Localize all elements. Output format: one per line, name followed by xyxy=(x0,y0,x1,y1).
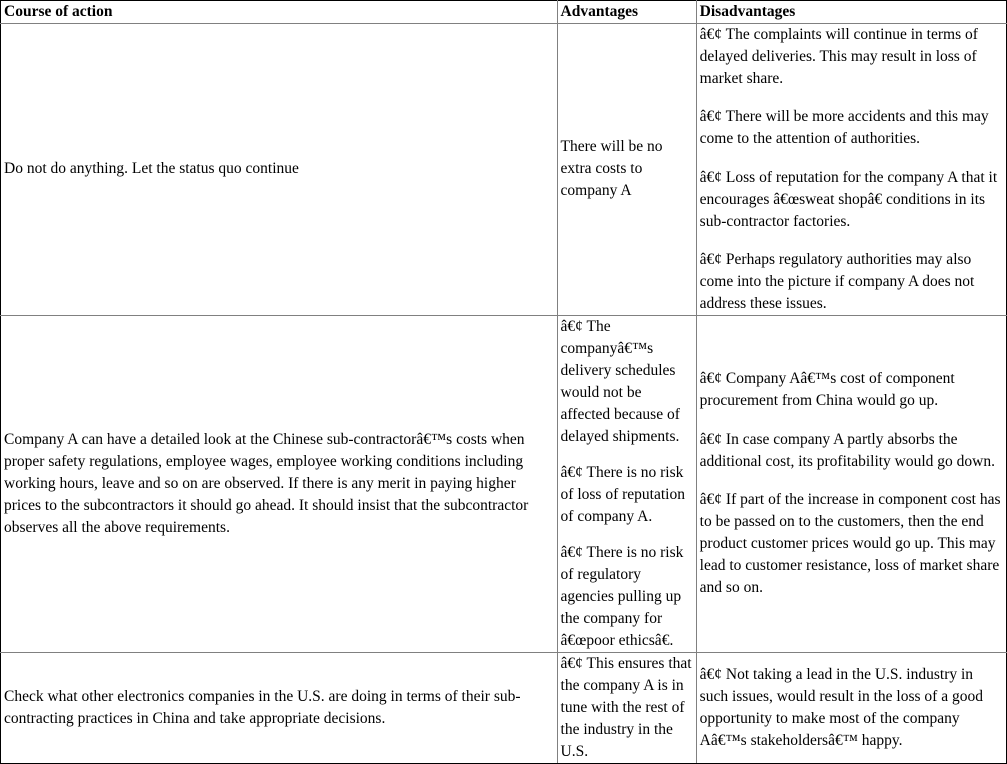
cell-disadvantages xyxy=(696,315,1006,652)
advantage-item: â€¢ The companyâ€™s delivery schedules would not be affected because of delayed shipments. xyxy=(560,317,680,445)
disadvantage-item: â€¢ Not taking a lead in the U.S. industry in such issues, would result in the loss of a good opportunity to make most of the company Aâ€™s stakeholdersâ€™ happy. xyxy=(699,665,983,749)
column-header-disadvantages: Disadvantages xyxy=(696,1,1006,24)
cell-course-of-action xyxy=(1,315,558,652)
cell-course-of-action xyxy=(1,24,558,316)
cell-disadvantages xyxy=(696,24,1006,316)
cell-course-of-action xyxy=(1,652,558,763)
advantages-list-1 xyxy=(561,136,693,202)
column-header-advantages: Advantages xyxy=(557,1,696,24)
advantage-item: â€¢ This ensures that the company A is in tune with the rest of the industry in the U.S. xyxy=(560,654,692,760)
disadvantage-item: â€¢ The complaints will continue in terms of delayed deliveries. This may result in loss of market share. xyxy=(699,26,978,87)
action-text-3 xyxy=(4,686,554,730)
cell-advantages xyxy=(557,315,696,652)
disadvantage-item: â€¢ If part of the increase in component cost has to be passed on to the customers, then the end product customer prices would go up. This may lead to customer resistance, loss of market share and so on. xyxy=(699,491,1001,596)
action-paragraph: Do not do anything. Let the status quo continue xyxy=(4,160,299,178)
disadvantages-list-2 xyxy=(700,368,1003,599)
advantage-item: â€¢ There is no risk of loss of reputation of company A. xyxy=(560,463,685,525)
disadvantages-list-3 xyxy=(700,664,1003,752)
cell-disadvantages xyxy=(696,652,1006,763)
table-header-row xyxy=(1,1,1007,24)
action-paragraph: Company A can have a detailed look at the Chinese sub-contractorâ€™s costs when proper safety regulations, employee wages, employee working conditions including working hours, leave and so on are observed. If there is any merit in paying higher prices to the subcontractors it should go ahead. It should insist that the subcontractor observes all the above requirements. xyxy=(4,430,529,536)
advantage-item: There will be no extra costs to company A xyxy=(560,138,663,200)
disadvantages-list-1 xyxy=(700,24,1003,315)
disadvantage-item: â€¢ In case company A partly absorbs the additional cost, its profitability would go down. xyxy=(699,430,996,470)
advantage-item: â€¢ There is no risk of regulatory agencies pulling up the company for â€œpoor ethicsâ€. xyxy=(560,543,684,649)
table-row xyxy=(1,652,1007,763)
action-text-1 xyxy=(4,158,554,180)
cell-advantages xyxy=(557,24,696,316)
disadvantage-item: â€¢ There will be more accidents and this may come to the attention of authorities. xyxy=(699,108,989,148)
disadvantage-item: â€¢ Company Aâ€™s cost of component procurement from China would go up. xyxy=(699,370,955,410)
table-row xyxy=(1,24,1007,316)
disadvantage-item: â€¢ Perhaps regulatory authorities may also come into the picture if company A does not address these issues. xyxy=(699,250,975,312)
action-paragraph: Check what other electronics companies in the U.S. are doing in terms of their sub-contracting practices in China and take appropriate decisions. xyxy=(4,687,521,727)
action-text-2 xyxy=(4,429,554,539)
cell-advantages xyxy=(557,652,696,763)
table-row xyxy=(1,315,1007,652)
column-header-course-of-action: Course of action xyxy=(1,1,558,24)
advantages-list-3 xyxy=(561,653,693,763)
table-body xyxy=(1,24,1007,764)
table-header xyxy=(1,1,1007,24)
disadvantage-item: â€¢ Loss of reputation for the company A that it encourages â€œsweat shopâ€ conditions in its sub-contractor factories. xyxy=(699,168,998,230)
advantages-list-2 xyxy=(561,316,693,652)
